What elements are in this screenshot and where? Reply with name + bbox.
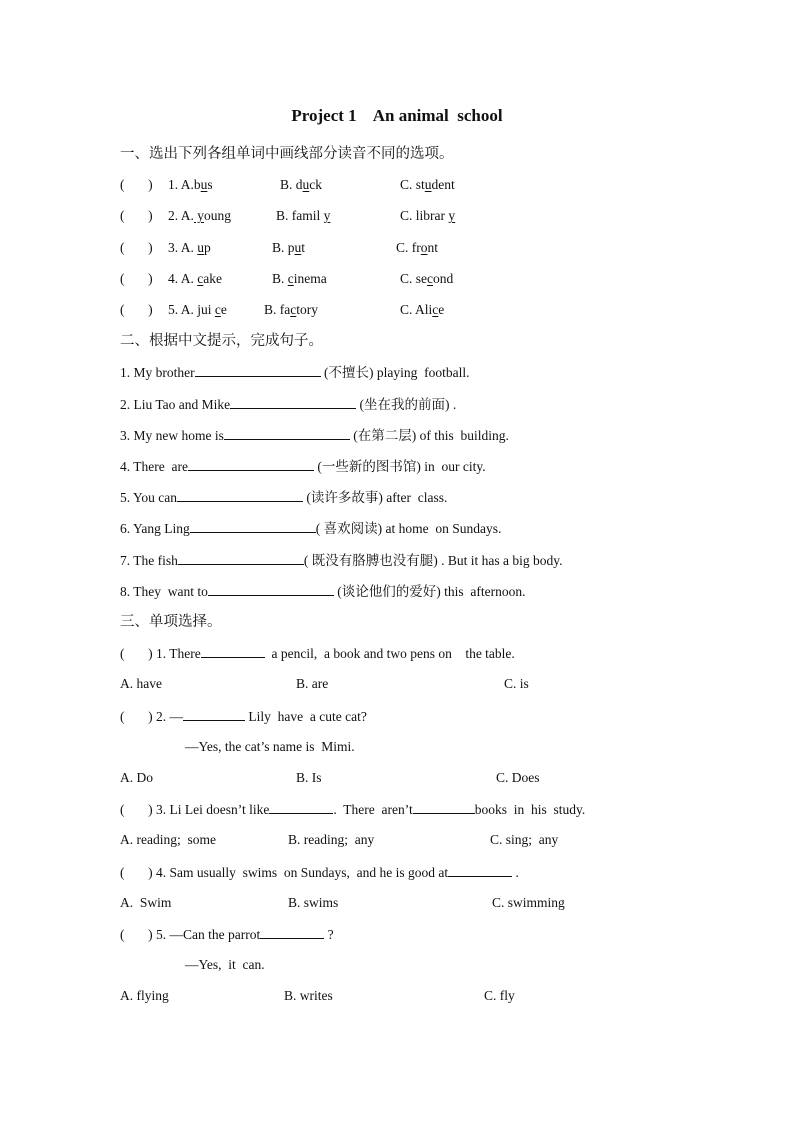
underlined-letters: c — [290, 302, 297, 317]
dialogue-reply: —Yes, the cat’s name is Mimi. — [185, 739, 355, 754]
page-title: Project 1 An animal school — [291, 106, 503, 125]
answer-blank[interactable] — [413, 800, 475, 814]
option-b: B. cinema — [272, 271, 327, 286]
answer-blank[interactable] — [201, 644, 265, 658]
underlined-letters: u — [424, 177, 432, 192]
option-c[interactable]: C. is — [504, 676, 529, 691]
option-b: B. put — [272, 240, 306, 255]
option-a[interactable]: A. Swim — [120, 895, 172, 910]
answer-paren: ( ) — [120, 271, 153, 286]
sentence-item: 2. Liu Tao and Mike (坐在我的前面) . — [120, 397, 457, 412]
answer-blank[interactable] — [188, 457, 314, 471]
option-c[interactable]: C. swimming — [492, 895, 565, 910]
underlined-letters: c — [432, 302, 439, 317]
underlined-letters: u — [302, 177, 310, 192]
option-b[interactable]: B. swims — [288, 895, 339, 910]
underlined-letters: u — [294, 240, 302, 255]
answer-blank[interactable] — [190, 519, 316, 533]
underlined-letters: u — [200, 177, 208, 192]
underlined-letters: c — [287, 271, 294, 286]
underlined-letters: y — [448, 208, 456, 223]
sentence-item: 1. My brother (不擅长) playing football. — [120, 365, 470, 380]
option-c: C. Alice — [400, 302, 445, 317]
option-c[interactable]: C. Does — [496, 770, 540, 785]
question-5: ( ) 5. —Can the parrot ? — [120, 927, 334, 942]
answer-blank[interactable] — [208, 582, 334, 596]
underlined-letters: y — [193, 208, 205, 223]
option-c: C. student — [400, 177, 455, 192]
question-3: ( ) 3. Li Lei doesn’t like . There aren’t books in his study. — [120, 802, 586, 817]
option-a[interactable]: A. Do — [120, 770, 153, 785]
option-c: C. second — [400, 271, 454, 286]
answer-blank[interactable] — [448, 863, 512, 877]
underlined-letters: o — [420, 240, 428, 255]
option-b: B. factory — [264, 302, 319, 317]
sentence-item: 3. My new home is (在第二层) of this building. — [120, 428, 509, 443]
answer-paren: ( ) — [120, 240, 153, 255]
answer-blank[interactable] — [177, 488, 303, 502]
question-number: 5. A. jui ce — [168, 302, 227, 317]
option-b: B. duck — [280, 177, 323, 192]
option-b[interactable]: B. reading; any — [288, 832, 375, 847]
underlined-letters: u — [197, 240, 205, 255]
section1-heading: 一、选出下列各组单词中画线部分读音不同的选项。 — [120, 146, 454, 162]
answer-blank[interactable] — [195, 363, 321, 377]
question-number: 4. A. cake — [168, 271, 222, 286]
underlined-letters: c — [197, 271, 204, 286]
answer-paren: ( ) — [120, 177, 153, 192]
option-b[interactable]: B. are — [296, 676, 329, 691]
underlined-letters: y — [323, 208, 331, 223]
sentence-item: 8. They want to (谈论他们的爱好) this afternoon. — [120, 584, 526, 599]
answer-paren: ( ) — [120, 208, 153, 223]
option-b[interactable]: B. Is — [296, 770, 322, 785]
options-row — [120, 987, 515, 1059]
sentence-item: 4. There are (一些新的图书馆) in our city. — [120, 459, 486, 474]
option-a[interactable]: A. reading; some — [120, 832, 216, 847]
option-c: C. librar y — [400, 208, 456, 223]
underlined-letters: c — [427, 271, 434, 286]
answer-blank[interactable] — [183, 707, 245, 721]
question-4: ( ) 4. Sam usually swims on Sundays, and he is good at . — [120, 865, 519, 880]
sentence-item: 5. You can (读许多故事) after class. — [120, 490, 448, 505]
option-b[interactable]: B. writes — [284, 988, 333, 1003]
answer-blank[interactable] — [230, 395, 356, 409]
question-number: 3. A. up — [168, 240, 211, 255]
answer-blank[interactable] — [260, 925, 324, 939]
sentence-item: 6. Yang Ling ( 喜欢阅读) at home on Sundays. — [120, 521, 502, 536]
option-c[interactable]: C. fly — [484, 988, 515, 1003]
section3-heading: 三、单项选择。 — [120, 614, 222, 630]
option-a[interactable]: A. flying — [120, 988, 169, 1003]
dialogue-reply: —Yes, it can. — [185, 957, 265, 972]
question-number: 2. A. young — [168, 208, 232, 223]
section2-heading: 二、根据中文提示，完成句子。 — [120, 333, 323, 349]
option-c: C. front — [396, 240, 439, 255]
question-1: ( ) 1. There a pencil, a book and two pens on the table. — [120, 646, 515, 661]
answer-blank[interactable] — [178, 551, 304, 565]
question-number: 1. A.bus — [168, 177, 213, 192]
answer-blank[interactable] — [224, 426, 350, 440]
sentence-item: 7. The fish ( 既没有胳膊也没有腿) . But it has a big body. — [120, 553, 563, 568]
underlined-letters: c — [214, 302, 221, 317]
option-a[interactable]: A. have — [120, 676, 162, 691]
option-b: B. famil y — [276, 208, 331, 223]
option-c[interactable]: C. sing; any — [490, 832, 559, 847]
answer-blank[interactable] — [269, 800, 333, 814]
question-2: ( ) 2. — Lily have a cute cat? — [120, 709, 367, 724]
answer-paren: ( ) — [120, 302, 153, 317]
